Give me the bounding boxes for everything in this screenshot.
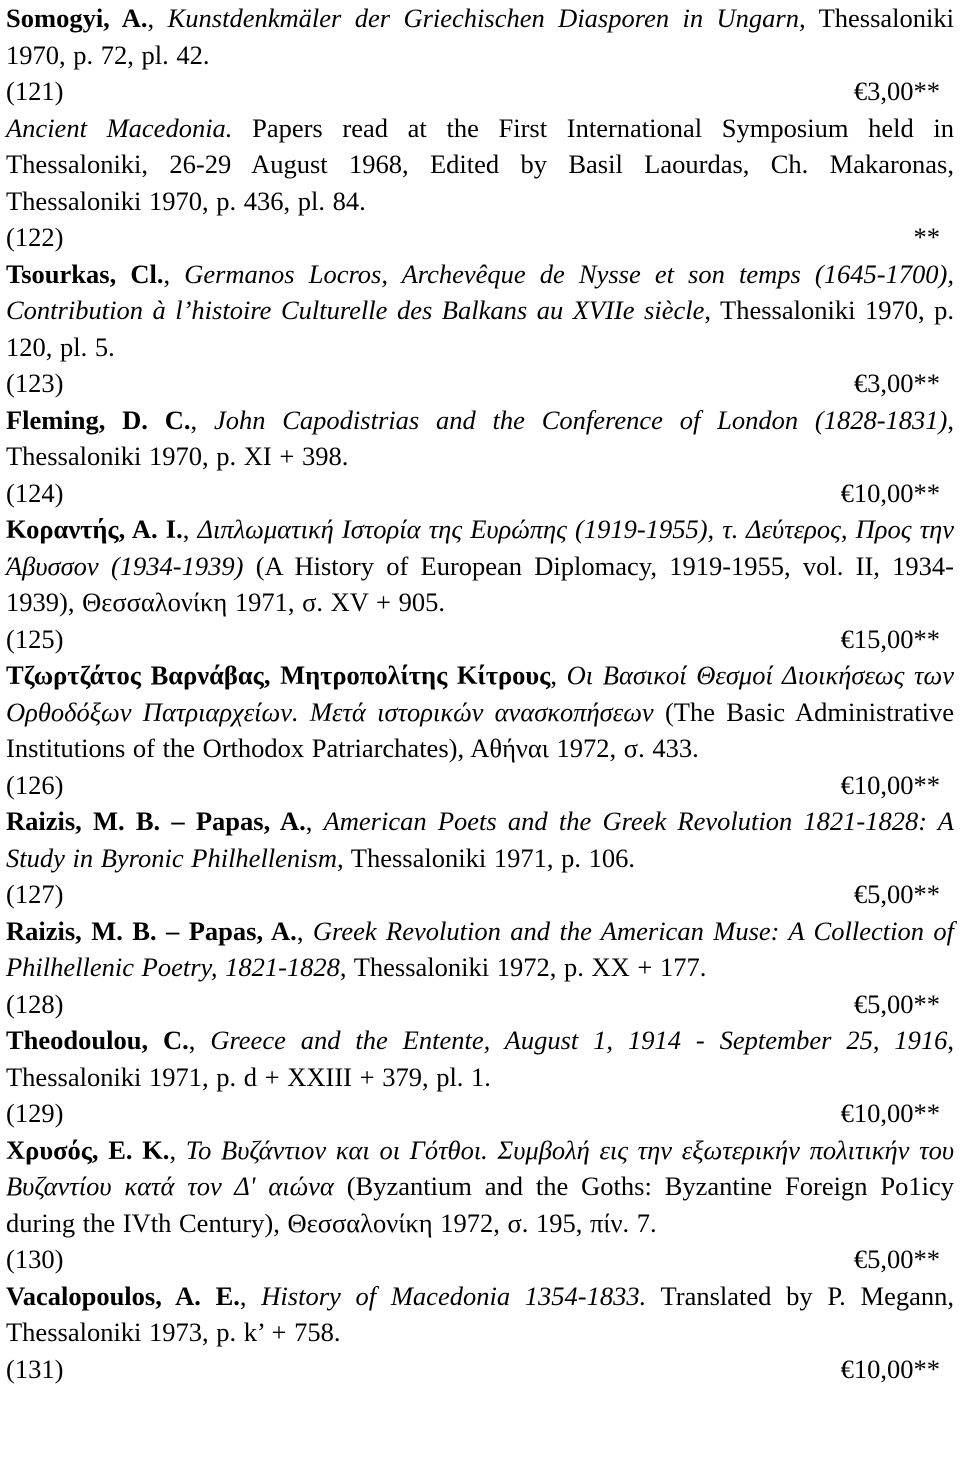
entry-title: Germanos Locros, Archevêque de Nysse et son temps (1645-1700), Contribution à l’histoire Culturelle des Balkans au XVIIe siècle	[6, 258, 955, 325]
citation	[6, 657, 954, 767]
entry-details: Thessaloniki 1970, p. 72, pl. 42.	[6, 3, 954, 70]
catalogue-entry	[6, 803, 954, 913]
entry-number-row	[6, 1351, 954, 1388]
author-separator: ,	[169, 1134, 186, 1165]
entry-price: €10,00**	[840, 477, 940, 508]
entry-number: (121)	[6, 76, 64, 106]
entry-details: (A History of European Diplomacy, 1919-1955, vol. II, 1934-1939), Θεσσαλονίκη 1971, σ. XV + 905.	[6, 550, 954, 617]
entry-title: Ancient Macedonia.	[6, 112, 233, 143]
entry-details: , Thessaloniki 1972, p. XX + 177.	[339, 952, 707, 982]
catalogue-entry	[6, 657, 954, 803]
entry-author: Somogyi, A.	[6, 3, 148, 33]
catalogue-entry	[6, 913, 954, 1023]
author-separator: ,	[550, 660, 567, 690]
entry-details: (Byzantium and the Goths: Byzantine Foreign Po1icy during the IVth Century), Θεσσαλονίκη 1972, σ. 195, πίν. 7.	[6, 1171, 954, 1238]
entry-number-row	[6, 876, 954, 913]
entry-number: (122)	[6, 222, 64, 252]
entry-details: , Thessaloniki 1970, p. 120, pl. 5.	[6, 295, 955, 362]
entry-price: €5,00**	[853, 1244, 940, 1274]
entry-author: Tsourkas, Cl.	[6, 258, 164, 289]
entry-details: , Thessaloniki 1970, p. XI + 398.	[6, 404, 955, 471]
entry-number: (126)	[6, 769, 64, 800]
catalogue-entry	[6, 511, 954, 657]
citation	[6, 803, 954, 876]
entry-price: €5,00**	[853, 879, 940, 909]
citation	[6, 1278, 954, 1351]
entry-title: History of Macedonia 1354-1833.	[261, 1280, 647, 1311]
entry-price: €3,00**	[853, 76, 940, 106]
entry-author: Τζωρτζάτος Βαρνάβας, Μητροπολίτης Κίτρους	[6, 660, 551, 690]
entry-author: Χρυσός, Ε. Κ.	[6, 1134, 170, 1165]
entry-number: (127)	[6, 879, 64, 909]
entry-number-row	[6, 73, 954, 110]
entry-title: Διπλωματική Ιστορία της Ευρώπης (1919-1955), τ. Δεύτερος, Προς την Άβυσσον (1934-1939)	[6, 514, 954, 581]
catalogue-entry	[6, 1278, 954, 1388]
entry-number: (124)	[6, 477, 64, 508]
citation	[6, 110, 954, 220]
catalogue-entry	[6, 110, 954, 256]
entry-title: American Poets and the Greek Revolution 1821-1828: A Study in Byronic Philhellenism	[6, 806, 954, 873]
entry-details: Translated by P. Megann, Thessaloniki 1973, p. k’ + 758.	[6, 1280, 954, 1347]
entry-number-row	[6, 219, 954, 256]
author-separator: ,	[147, 3, 168, 33]
author-separator: ,	[182, 514, 198, 544]
citation	[6, 1022, 954, 1095]
citation	[6, 1132, 954, 1242]
citation	[6, 913, 954, 986]
entry-price: €15,00**	[840, 623, 940, 654]
catalogue-entry	[6, 1022, 954, 1132]
citation	[6, 256, 954, 366]
entry-details: , Thessaloniki 1971, p. d + XXIII + 379, pl. 1.	[6, 1025, 954, 1092]
entry-number: (131)	[6, 1353, 64, 1384]
author-separator: ,	[296, 915, 313, 946]
entry-title: Greek Revolution and the American Muse: A Collection of Philhellenic Poetry, 1821-1828	[6, 915, 954, 982]
entry-title: Greece and the Entente, August 1, 1914 - September 25, 1916	[210, 1025, 948, 1055]
entry-number-row	[6, 767, 954, 804]
entry-number: (125)	[6, 623, 64, 654]
entry-price: €10,00**	[840, 769, 940, 800]
entry-price: €10,00**	[840, 1098, 940, 1128]
entry-details: (The Basic Administrative Institutions of the Orthodox Patriarchates), Αθήναι 1972, σ. 433.	[6, 696, 954, 763]
entry-details: , Thessaloniki 1971, p. 106.	[337, 842, 635, 873]
entry-author: Κοραντής, Α. Ι.	[6, 514, 183, 544]
catalogue-entry	[6, 402, 954, 512]
author-separator: ,	[163, 258, 185, 289]
entry-price: €10,00**	[840, 1353, 940, 1384]
entry-title: Kunstdenkmäler der Griechischen Diasporen in Ungarn,	[167, 3, 806, 33]
entry-number-row	[6, 1095, 954, 1132]
entry-price: **	[913, 222, 940, 252]
entry-number: (123)	[6, 368, 64, 398]
entry-number: (128)	[6, 988, 64, 1019]
entry-number: (130)	[6, 1244, 64, 1274]
entry-number-row	[6, 986, 954, 1023]
entry-author: Theodoulou, C.	[6, 1025, 189, 1055]
citation	[6, 402, 954, 475]
author-separator: ,	[188, 1025, 211, 1055]
entry-author: Vacalopoulos, A. E.	[6, 1280, 240, 1311]
citation	[6, 0, 954, 73]
author-separator: ,	[190, 404, 214, 435]
entry-details: Papers read at the First International Symposium held in Thessaloniki, 26-29 August 1968, Edited by Basil Laourdas, Ch. Makaronas, Thessaloniki 1970, p. 436, pl. 84.	[6, 112, 954, 216]
citation	[6, 511, 954, 621]
author-separator: ,	[239, 1280, 262, 1311]
entry-price: €5,00**	[853, 988, 940, 1019]
entry-author: Raizis, M. B. – Papas, A.	[6, 915, 297, 946]
author-separator: ,	[305, 806, 324, 836]
entry-title: Το Βυζάντιον και οι Γότθοι. Συμβολή εις την εξωτερικήν πολιτικήν του Βυζαντίου κατά τον Δ' αιώνα	[6, 1134, 954, 1201]
catalogue-entry	[6, 0, 954, 110]
entry-price: €3,00**	[853, 368, 940, 398]
catalogue-entry	[6, 256, 954, 402]
entry-number-row	[6, 365, 954, 402]
entry-number-row	[6, 475, 954, 512]
entry-author: Raizis, M. B. – Papas, A.	[6, 806, 306, 836]
entry-title: John Capodistrias and the Conference of London (1828-1831)	[213, 404, 948, 435]
entry-number-row	[6, 1241, 954, 1278]
entry-number: (129)	[6, 1098, 64, 1128]
entry-author: Fleming, D. C.	[6, 404, 191, 435]
catalogue-entry	[6, 1132, 954, 1278]
entry-title: Οι Βασικοί Θεσμοί Διοικήσεως των Ορθοδόξων Πατριαρχείων. Μετά ιστορικών ανασκοπήσεων	[6, 660, 954, 727]
entry-number-row	[6, 621, 954, 658]
